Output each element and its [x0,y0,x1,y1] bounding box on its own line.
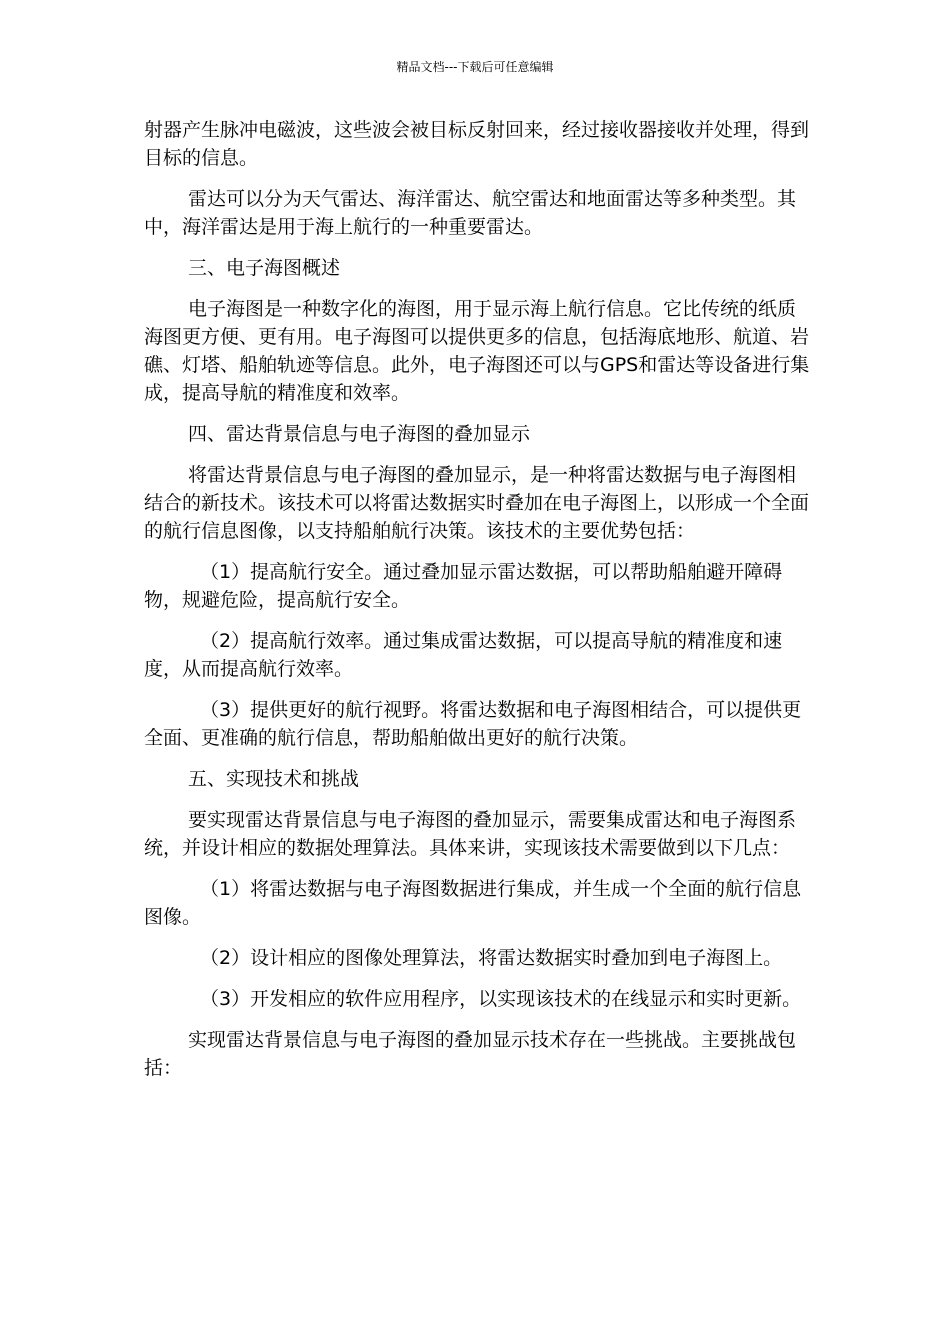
paragraph-overlay-intro: 将雷达背景信息与电子海图的叠加显示，是一种将雷达数据与电子海图相结合的新技术。该技术可以将雷达数据实时叠加在电子海图上，以形成一个全面的航行信息图像，以支持船舶航行决策。该技术的主要优势包括： [144,464,810,542]
paragraph-radar-types: 雷达可以分为天气雷达、海洋雷达、航空雷达和地面雷达等多种类型。其中，海洋雷达是用于海上航行的一种重要雷达。 [144,188,797,238]
section-heading-5: 五、实现技术和挑战 [188,768,360,790]
list-item-step-3: （3）开发相应的软件应用程序，以实现该技术的在线显示和实时更新。 [200,988,802,1010]
list-item-advantage-1: （1）提高航行安全。通过叠加显示雷达数据，可以帮助船舶避开障碍物，规避危险，提高航行安全。 [144,561,783,611]
paragraph-implementation-intro: 要实现雷达背景信息与电子海图的叠加显示，需要集成雷达和电子海图系统，并设计相应的数据处理算法。具体来讲，实现该技术需要做到以下几点： [144,809,797,859]
list-item-step-1: （1）将雷达数据与电子海图数据进行集成，并生成一个全面的航行信息图像。 [144,878,802,928]
section-heading-3: 三、电子海图概述 [188,257,341,279]
list-item-advantage-2: （2）提高航行效率。通过集成雷达数据，可以提高导航的精准度和速度，从而提高航行效率。 [144,630,783,680]
list-item-step-2: （2）设计相应的图像处理算法，将雷达数据实时叠加到电子海图上。 [200,947,783,969]
document-body [144,116,810,1095]
paragraph-ecdis-overview: 电子海图是一种数字化的海图，用于显示海上航行信息。它比传统的纸质海图更方便、更有用。电子海图可以提供更多的信息，包括海底地形、航道、岩礁、灯塔、船舶轨迹等信息。此外，电子海图还可以与GPS和雷达等设备进行集成，提高导航的精准度和效率。 [144,298,810,404]
paragraph-challenges-intro: 实现雷达背景信息与电子海图的叠加显示技术存在一些挑战。主要挑战包括： [144,1029,797,1079]
section-heading-4: 四、雷达背景信息与电子海图的叠加显示 [188,423,531,445]
page-header-watermark: 精品文档---下载后可任意编辑 [396,60,554,74]
list-item-advantage-3: （3）提供更好的航行视野。将雷达数据和电子海图相结合，可以提供更全面、更准确的航行信息，帮助船舶做出更好的航行决策。 [144,699,802,749]
paragraph-radar-principle-cont: 射器产生脉冲电磁波，这些波会被目标反射回来，经过接收器接收并处理，得到目标的信息。 [144,119,810,169]
